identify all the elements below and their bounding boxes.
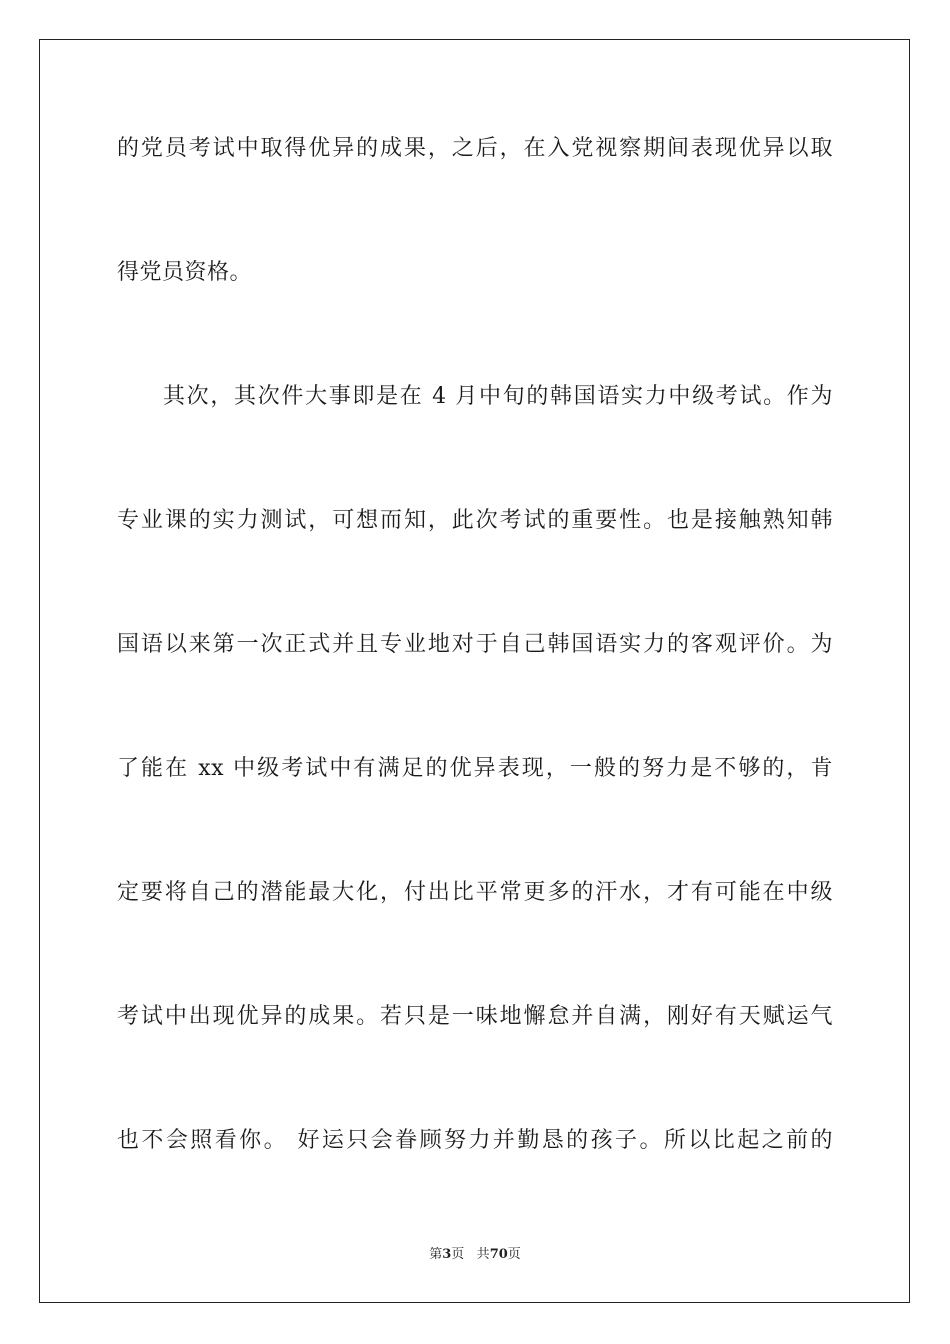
page-footer: [0, 1246, 950, 1264]
text-line: 也不会照看你。 好运只会眷顾努力并勤恳的孩子。所以比起之前的: [117, 1128, 833, 1153]
text-line: 了能在 xx 中级考试中有满足的优异表现，一般的努力是不够的，肯: [117, 756, 833, 781]
text-line: 的党员考试中取得优异的成果，之后，在入党视察期间表现优异以取: [117, 136, 833, 161]
paragraph-first-line: 其次，其次件大事即是在 4 月中旬的韩国语实力中级考试。作为: [163, 384, 833, 409]
total-page-count: 70: [489, 1247, 508, 1262]
current-page-number: 3: [442, 1247, 452, 1262]
page-border: [39, 39, 910, 1303]
footer-page-suffix: 页: [451, 1247, 465, 1262]
text-line: 国语以来第一次正式并且专业地对于自己韩国语实力的客观评价。为: [117, 632, 833, 657]
footer-prefix: 第: [429, 1247, 443, 1262]
footer-total-prefix: 共: [476, 1247, 490, 1262]
text-line: 专业课的实力测试，可想而知，此次考试的重要性。也是接触熟知韩: [117, 508, 833, 533]
footer-total-suffix: 页: [507, 1247, 521, 1262]
text-line: 得党员资格。: [117, 260, 253, 285]
text-line: 考试中出现优异的成果。若只是一味地懈怠并自满，刚好有天赋运气: [117, 1004, 833, 1029]
text-line: 定要将自己的潜能最大化，付出比平常更多的汗水，才有可能在中级: [117, 880, 833, 905]
